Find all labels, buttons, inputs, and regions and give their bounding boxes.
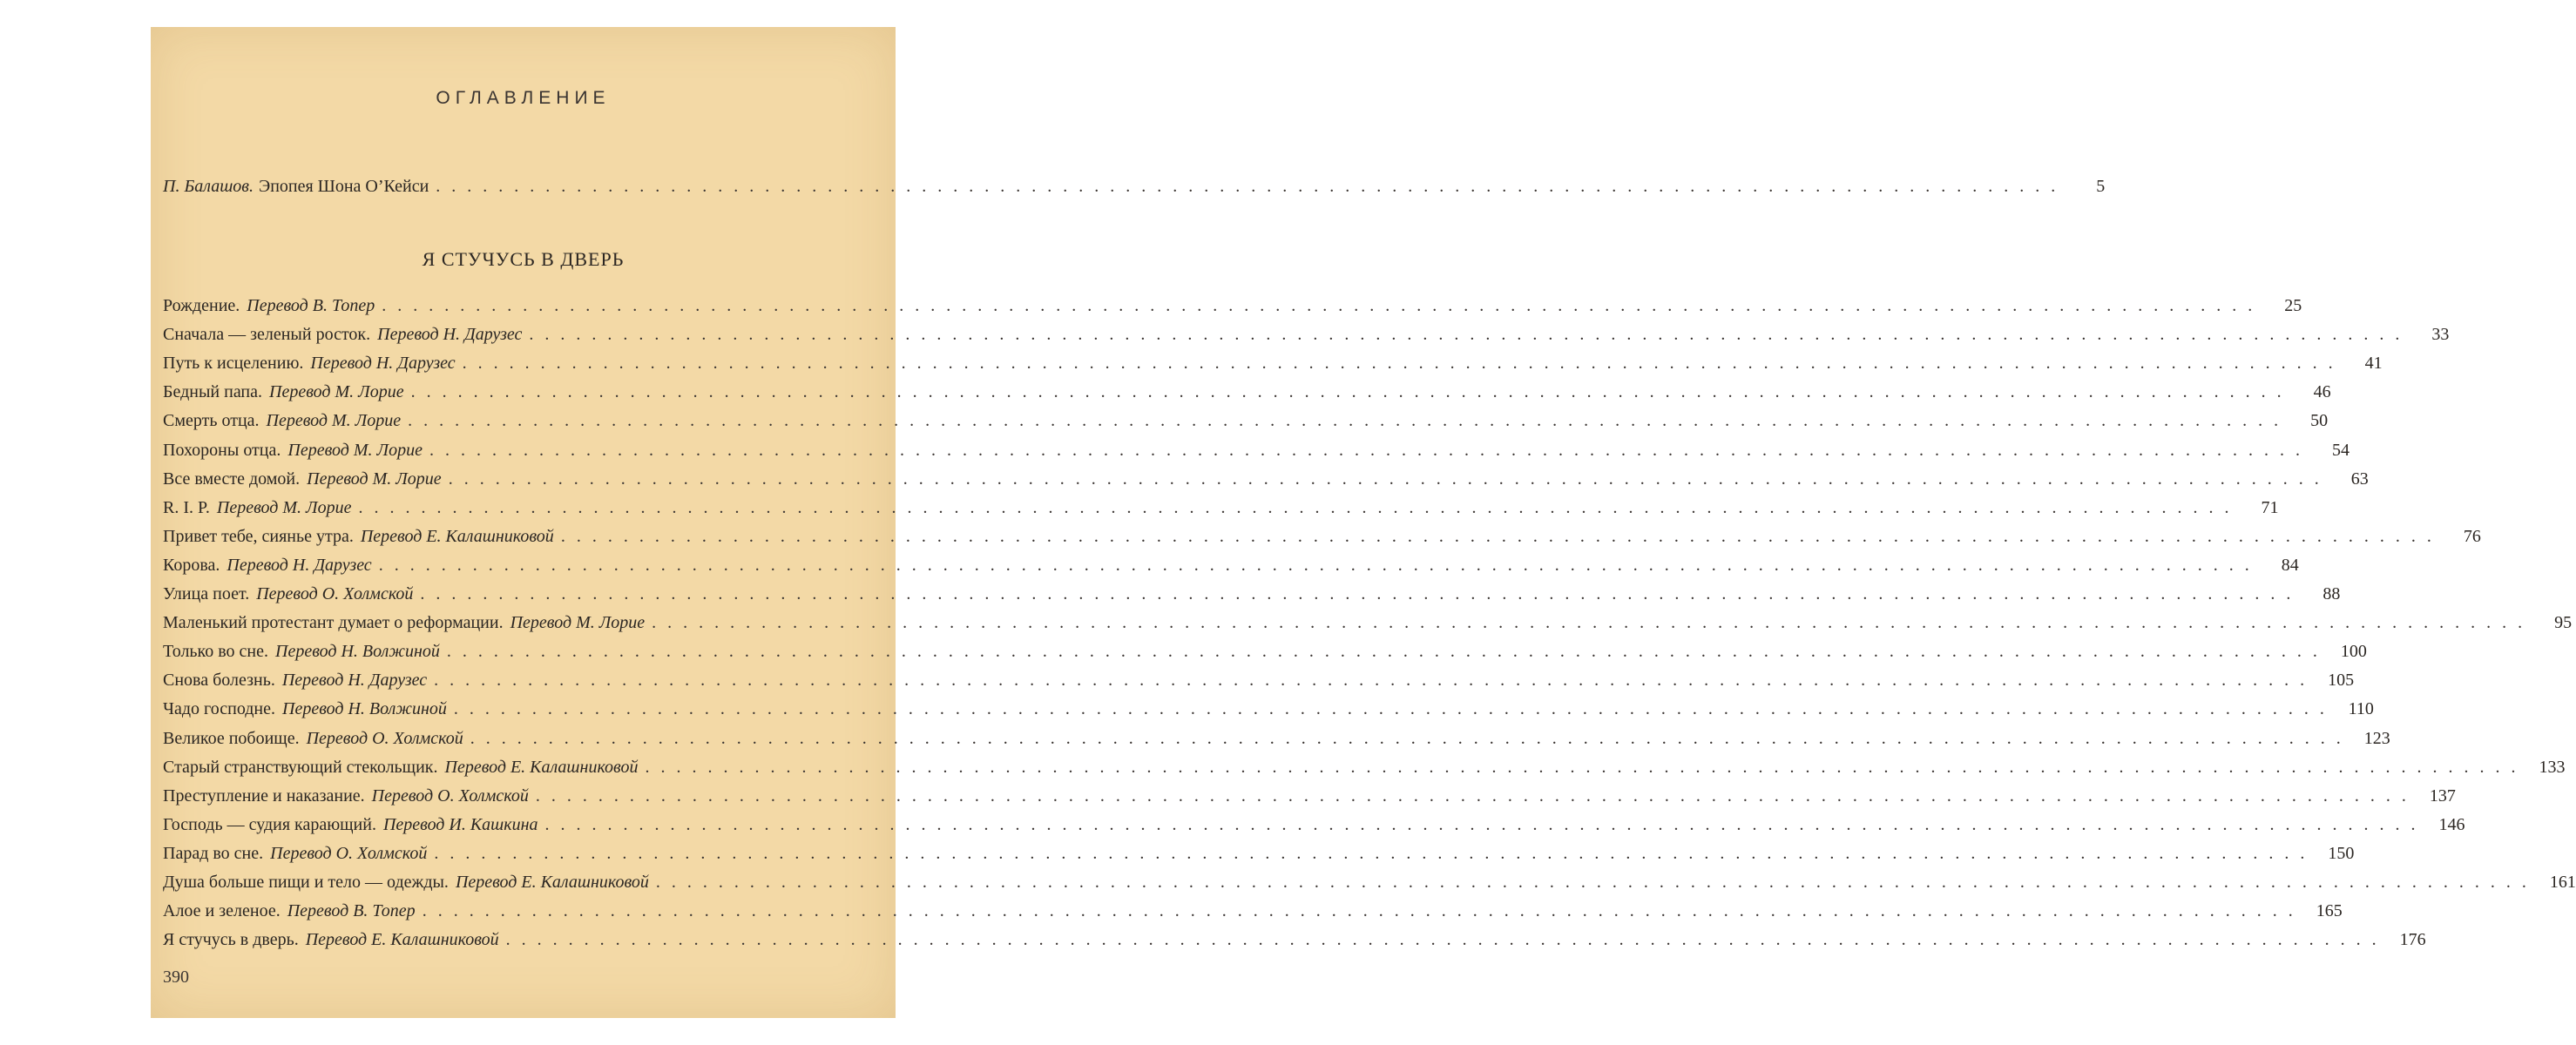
dot-leader: ........................................................................................................................ [422, 901, 2304, 921]
toc-entry [163, 757, 2566, 785]
entry-title: Маленький протестант думает о реформации. [163, 613, 504, 633]
entry-page-number: 41 [2364, 354, 2383, 374]
entry-page-number: 84 [2281, 555, 2299, 575]
entry-title: Алое и зеленое. [163, 901, 281, 921]
toc-entry [163, 930, 2426, 958]
entry-title: Господь — судия карающий. [163, 814, 376, 834]
entry-title: Корова. [163, 555, 220, 575]
entry-translator: Перевод М. Лорие [307, 469, 442, 489]
entry-translator: Перевод Е. Калашниковой [360, 526, 554, 546]
dot-leader: ........................................................................................................................ [560, 526, 2443, 546]
toc-entry [163, 873, 2576, 900]
entry-title: Все вместе домой. [163, 469, 301, 489]
toc-entry [163, 814, 2465, 843]
contents-heading: ОГЛАВЛЕНИЕ [436, 88, 611, 108]
entry-page-number: 123 [2363, 728, 2390, 748]
entry-page-number: 146 [2438, 814, 2465, 834]
entry-page-number: 176 [2399, 930, 2426, 950]
entry-page-number: 63 [2350, 469, 2369, 489]
dot-leader: ........................................................................................................................ [358, 497, 2241, 517]
dot-leader: ........................................................................................................................ [408, 411, 2290, 431]
entry-page-number: 76 [2463, 526, 2481, 546]
toc-entry [163, 843, 2355, 872]
entry-translator: Перевод Н. Волжиной [275, 642, 440, 662]
entry-translator: Перевод О. Холмской [256, 584, 414, 603]
toc-entry [163, 901, 2343, 929]
entry-page-number: 105 [2328, 671, 2355, 691]
entry-page-number: 95 [2554, 613, 2573, 633]
entry-title: Смерть отца. [163, 411, 260, 431]
entry-translator: Перевод М. Лорие [287, 440, 423, 460]
dot-leader: ........................................................................................................................ [544, 814, 2427, 834]
entry-translator: Перевод Е. Калашниковой [444, 757, 639, 777]
intro-page-number: 5 [2096, 177, 2106, 196]
dot-leader: ........................................................................................................................ [655, 873, 2538, 892]
entry-page-number: 133 [2539, 757, 2566, 777]
entry-translator: Перевод В. Топер [287, 901, 416, 921]
dot-leader: ........................................................................................................................ [529, 325, 2411, 345]
entry-title: Снова болезнь. [163, 671, 275, 691]
book-page [151, 27, 2576, 1018]
toc-entry [163, 497, 2279, 526]
entry-translator: Перевод Е. Калашниковой [455, 873, 649, 892]
entry-title: Душа больше пищи и тело — одежды. [163, 873, 449, 892]
entry-translator: Перевод В. Топер [247, 296, 375, 315]
entry-title: Привет тебе, сиянье утра. [163, 526, 354, 546]
entry-title: Я стучусь в дверь. [163, 930, 299, 950]
entry-translator: Перевод Н. Волжиной [282, 699, 447, 719]
entry-page-number: 100 [2340, 642, 2367, 662]
intro-author: П. Балашов. [163, 177, 254, 196]
toc-entry [163, 469, 2369, 497]
entry-page-number: 33 [2431, 325, 2450, 345]
dot-leader: ........................................................................................................................ [645, 757, 2527, 777]
entry-page-number: 150 [2328, 843, 2355, 863]
entry-page-number: 110 [2348, 699, 2374, 719]
entry-page-number: 161 [2549, 873, 2576, 892]
entry-page-number: 71 [2261, 497, 2279, 517]
entry-title: Преступление и наказание. [163, 785, 365, 806]
entry-page-number: 88 [2322, 584, 2341, 603]
entry-page-number: 50 [2310, 411, 2329, 431]
dot-leader: ........................................................................................................................ [448, 469, 2330, 489]
dot-leader: ........................................................................................................................ [434, 843, 2316, 863]
entry-title: Только во сне. [163, 642, 269, 662]
entry-title: Старый странствующий стекольщик. [163, 757, 438, 777]
toc-entry [163, 555, 2299, 583]
dot-leader: ........................................................................................................................ [382, 296, 2264, 315]
entry-translator: Перевод О. Холмской [306, 728, 463, 748]
toc-entry [163, 411, 2329, 439]
entry-translator: Перевод Н. Дарузес [377, 325, 523, 345]
dot-leader: ........................................................................................................................ [434, 671, 2316, 691]
entry-translator: Перевод М. Лорие [510, 613, 646, 633]
dot-leader: ........................................................................................................ [436, 177, 2067, 196]
dot-leader: ........................................................................................................................ [410, 382, 2293, 402]
section-title: Я СТУЧУСЬ В ДВЕРЬ [422, 248, 625, 270]
dot-leader: ........................................................................................................................ [470, 728, 2352, 748]
entry-title: Путь к исцелению. [163, 354, 304, 374]
dot-leader: ........................................................................................................................ [420, 584, 2302, 603]
dot-leader: ........................................................................................................................ [505, 930, 2388, 950]
toc-entry [163, 728, 2390, 757]
entry-translator: Перевод И. Кашкина [382, 814, 538, 834]
entry-page-number: 165 [2316, 901, 2343, 921]
dot-leader: ........................................................................................................................ [462, 354, 2344, 374]
toc-entry [163, 440, 2350, 469]
entry-page-number: 54 [2331, 440, 2350, 460]
dot-leader: ........................................................................................................................ [378, 555, 2261, 575]
toc-entry [163, 699, 2374, 727]
toc-entry [163, 584, 2341, 612]
entry-translator: Перевод М. Лорие [266, 411, 402, 431]
entry-translator: Перевод М. Лорие [269, 382, 404, 402]
entry-translator: Перевод М. Лорие [216, 497, 352, 517]
dot-leader: ........................................................................................................................ [429, 440, 2311, 460]
entry-title: R. I. P. [163, 497, 210, 517]
intro-entry [163, 177, 2106, 205]
intro-title: Эпопея Шона О’Кейси [258, 177, 429, 196]
entry-translator: Перевод Н. Дарузес [226, 555, 372, 575]
entry-translator: Перевод О. Холмской [371, 785, 529, 806]
entry-title: Рождение. [163, 296, 240, 315]
entry-translator: Перевод О. Холмской [270, 843, 428, 863]
toc-entry [163, 354, 2383, 381]
toc-entry [163, 642, 2367, 670]
dot-leader: ........................................................................................................................ [535, 785, 2417, 806]
entry-translator: Перевод Н. Дарузес [281, 671, 428, 691]
toc-entry [163, 785, 2456, 814]
entry-page-number: 46 [2313, 382, 2331, 402]
toc-entry [163, 296, 2302, 324]
folio-page-number: 390 [163, 967, 189, 987]
entry-page-number: 25 [2284, 296, 2302, 315]
entry-page-number: 137 [2429, 785, 2456, 806]
toc-entry [163, 382, 2331, 410]
entry-title: Похороны отца. [163, 440, 281, 460]
entry-translator: Перевод Е. Калашниковой [305, 930, 499, 950]
dot-leader: ........................................................................................................................ [652, 613, 2534, 633]
entry-title: Чадо господне. [163, 699, 276, 719]
toc-entry [163, 526, 2481, 555]
toc-entry [163, 671, 2355, 698]
toc-entry [163, 325, 2450, 353]
entry-translator: Перевод Н. Дарузес [310, 354, 456, 374]
toc-entry [163, 613, 2573, 641]
entry-title: Бедный папа. [163, 382, 263, 402]
entry-title: Улица поет. [163, 584, 250, 603]
entry-title: Сначала — зеленый росток. [163, 325, 371, 345]
dot-leader: ........................................................................................................................ [453, 699, 2336, 719]
entry-title: Великое побоище. [163, 728, 300, 748]
dot-leader: ........................................................................................................................ [446, 642, 2329, 662]
entry-title: Парад во сне. [163, 843, 264, 863]
